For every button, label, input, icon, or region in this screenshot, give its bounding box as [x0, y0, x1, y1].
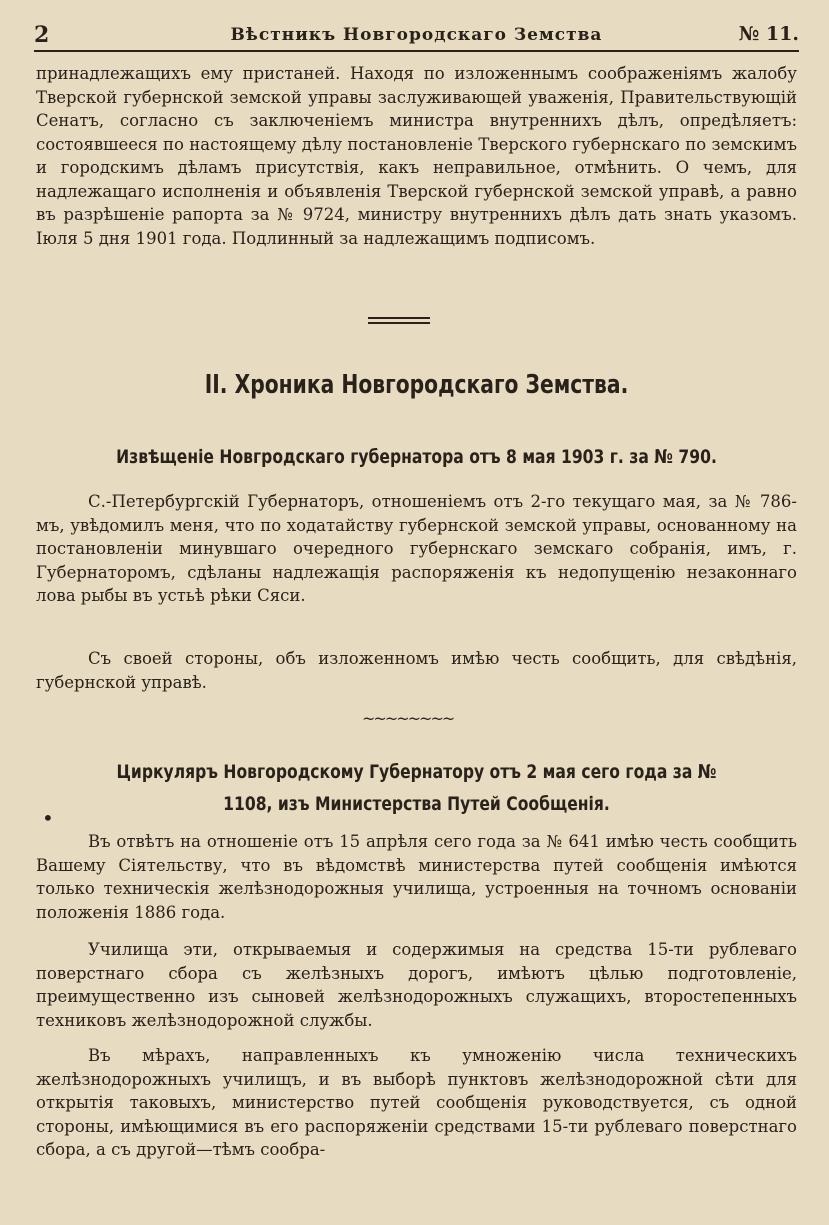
- wave-separator: ~~~~~~~~: [362, 709, 454, 728]
- circular-paragraph-3: Въ мѣрахъ, направленныхъ къ умноженію числа техническихъ желѣзнодорожныхъ училищъ, и въ выборѣ пунктовъ желѣзнодорожной сѣти для открытія таковыхъ, министерство путей сообщенія руководствуется, съ одной стороны, имѣющимися въ его распоряженіи средствами 15-ти рублеваго поверстнаго сбора, а съ другой—тѣмъ сообра-: [36, 1046, 797, 1159]
- notice-paragraph-1: С.-Петербургскій Губернаторъ, отношеніемъ отъ 2-го текущаго мая, за № 786-мъ, увѣдомилъ меня, что по ходатайству губернской земской управы, основанному на постановленіи минувшаго очередного губернскаго земскаго собранія, имъ, г. Губернаторомъ, сдѣланы надлежащія распоряженія къ недопущенію незаконнаго лова рыбы въ устьѣ рѣки Сяси.: [36, 492, 797, 605]
- page-number: 2: [34, 22, 50, 48]
- journal-title: Вѣстникъ Новгородскаго Земства: [230, 25, 603, 45]
- running-header: [34, 22, 799, 52]
- section-title: II. Хроника Новгородскаго Земства.: [204, 370, 629, 400]
- divider-top: [368, 317, 430, 319]
- circular-title: Циркуляръ Новгородскому Губернатору отъ 2 мая сего года за № 1108, изъ Министерства Путей Сообщенія.: [116, 761, 717, 815]
- circular-paragraph-2: Училища эти, открываемыя и содержимыя на средства 15-ти рублеваго поверстнаго сбора съ желѣзныхъ дорогъ, имѣютъ цѣлью подготовленіе, преимущественно изъ сыновей желѣзнодорожныхъ служащихъ, второстепенныхъ техниковъ желѣзнодорожной службы.: [36, 940, 797, 1030]
- issue-number: № 11.: [738, 23, 799, 45]
- circular-paragraph-1: Въ отвѣтъ на отношеніе отъ 15 апрѣля сего года за № 641 имѣю честь сообщить Вашему Сіятельству, что въ вѣдомствѣ министерства путей сообщенія имѣются только техническія желѣзнодорожныя училища, устроенныя на точномъ основаніи положенія 1886 года.: [36, 832, 797, 922]
- stray-mark: •: [42, 806, 54, 830]
- notice-paragraph-2: Съ своей стороны, объ изложенномъ имѣю честь сообщить, для свѣдѣнія, губернской управѣ.: [36, 649, 797, 692]
- notice-title: Извѣщеніе Новгродскаго губернатора отъ 8 мая 1903 г. за № 790.: [116, 446, 717, 468]
- divider-bottom: [368, 322, 430, 324]
- continuation-paragraph: принадлежащихъ ему пристаней. Находя по изложеннымъ соображеніямъ жалобу Тверской губернской земской управы заслуживающей уваженія, Правительствующій Сенатъ, согласно съ заключеніемъ министра внутреннихъ дѣлъ, опредѣляетъ: состоявшееся по настоящему дѣлу постановленіе Тверского губернскаго по земскимъ и городскимъ дѣламъ присутствія, какъ неправильное, отмѣнить. О чемъ, для надлежащаго исполненія и объявленія Тверской губернской земской управѣ, а равно въ разрѣшеніе рапорта за № 9724, министру внутреннихъ дѣлъ дать знать указомъ. Іюля 5 дня 1901 года. Подлинный за надлежащимъ подписомъ.: [36, 64, 797, 248]
